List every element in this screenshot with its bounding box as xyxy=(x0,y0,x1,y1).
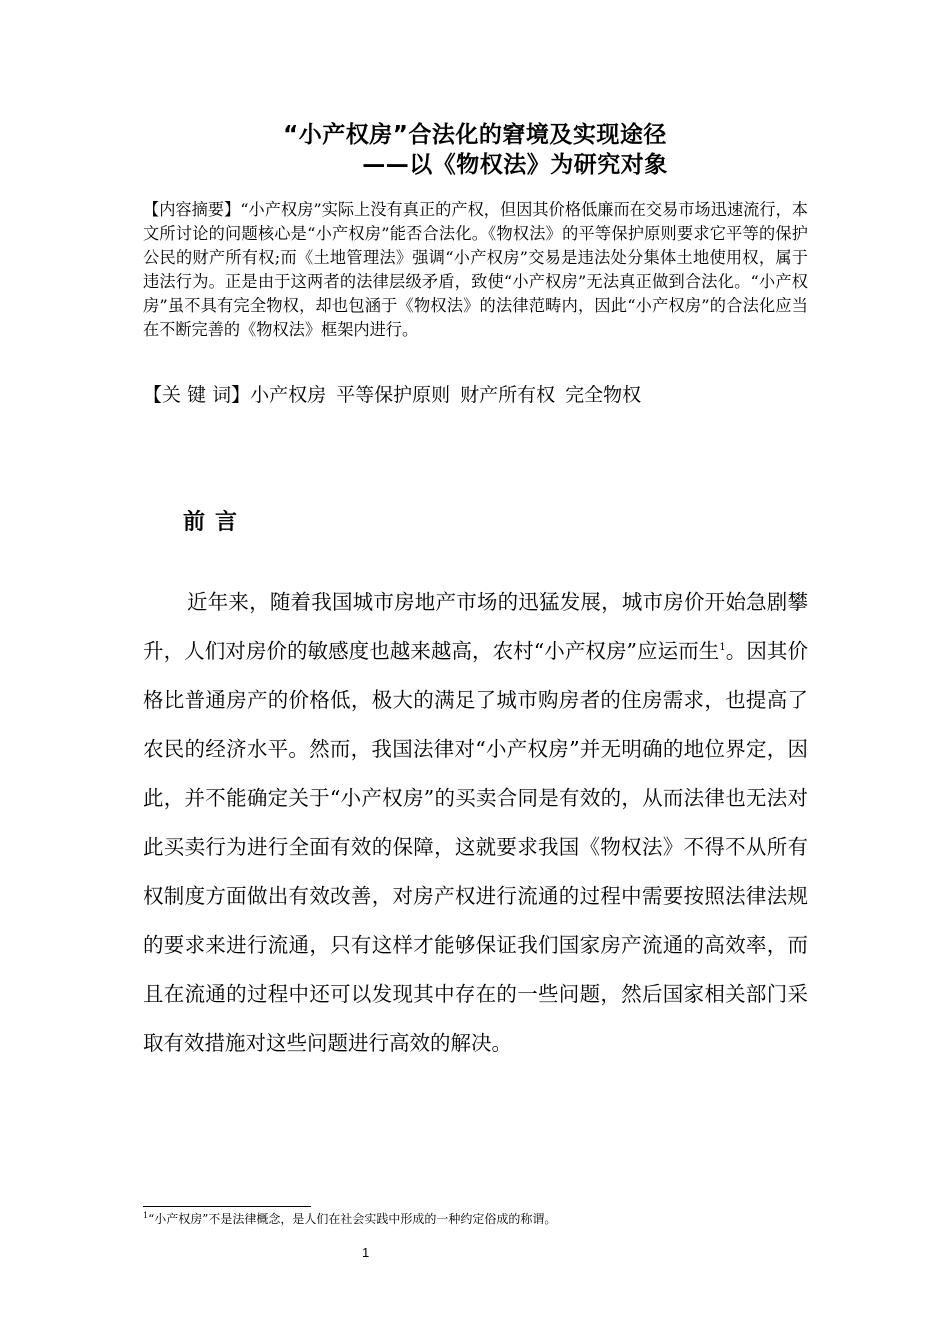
footnote-reference[interactable]: 1 xyxy=(719,642,726,654)
abstract: 【内容摘要】“小产权房”实际上没有真正的产权，但因其价格低廉而在交易市场迅速流行，本文所讨论的问题核心是“小产权房”能否合法化。《物权法》的平等保护原则要求它平等的保护公民的财产所有权;而《土地管理法》强调“小产权房”交易是违法处分集体土地使用权，属于违法行为。正是由于这两者的法律层级矛盾，致使“小产权房”无法真正做到合法化。“小产权房”虽不具有完全物权，却也包涵于《物权法》的法律范畴内，因此“小产权房”的合法化应当在不断完善的《物权法》框架内进行。 xyxy=(143,200,808,339)
body-paragraph xyxy=(143,578,808,1068)
body-text-part2: 。因其价格比普通房产的价格低，极大的满足了城市购房者的住房需求，也提高了农民的经济水平。然而，我国法律对“小产权房”并无明确的地位界定，因此，并不能确定关于“小产权房”的买卖合同是有效的，从而法律也无法对此买卖行为进行全面有效的保障，这就要求我国《物权法》不得不从所有权制度方面做出有效改善，对房产权进行流通的过程中需要按照法律法规的要求来进行流通，只有这样才能够保证我们国家房产流通的高效率，而且在流通的过程中还可以发现其中存在的一些问题，然后国家相关部门采取有效措施对这些问题进行高效的解决。 xyxy=(143,639,808,1055)
body-text-part1: 近年来，随着我国城市房地产市场的迅猛发展，城市房价开始急剧攀升，人们对房价的敏感度也越来越高，农村“小产权房”应运而生 xyxy=(143,590,808,663)
keywords xyxy=(143,382,808,408)
footnote-divider xyxy=(143,1206,311,1207)
keywords-label: 【关 键 词】 xyxy=(143,384,251,406)
footnote-marker: 1 xyxy=(143,1211,149,1220)
keyword-item: 小产权房 xyxy=(250,384,327,406)
footnote xyxy=(143,1211,556,1227)
keyword-item: 财产所有权 xyxy=(460,384,556,406)
keyword-item: 平等保护原则 xyxy=(336,384,451,406)
footnote-text: “小产权房”不是法律概念，是人们在社会实践中形成的一种约定俗成的称谓。 xyxy=(148,1212,557,1226)
section-heading: 前言 xyxy=(183,510,248,535)
page-number: 1 xyxy=(362,1245,370,1260)
paper-subtitle: ——以《物权法》为研究对象 xyxy=(362,152,668,178)
keyword-item: 完全物权 xyxy=(565,384,642,406)
paper-title: “小产权房”合法化的窘境及实现途径 xyxy=(283,122,667,148)
